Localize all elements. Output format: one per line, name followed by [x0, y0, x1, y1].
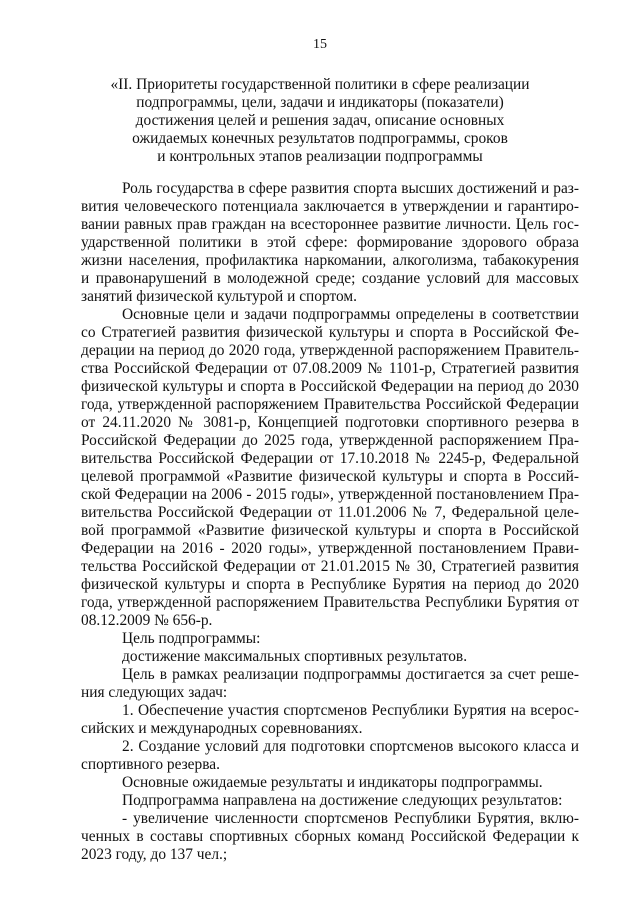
heading-line: ожидаемых конечных результатов подпрограммы, сроков [132, 130, 508, 147]
paragraph [81, 306, 579, 630]
text-line: 2023 году, до 137 чел.; [81, 846, 228, 863]
text-line: 1. Обеспечение участия спортсменов Республики Бурятия на всерос- [122, 702, 579, 719]
text-line: физической культуры и спорта в Республике Бурятия на период до 2020 [81, 576, 579, 593]
text-line: сийских и международных соревнованиях. [81, 720, 363, 737]
text-line: Федерации на 2016 - 2020 годы», утвержденной постановлением Прави- [81, 540, 579, 557]
text-line: целевой программой «Развитие физической культуры и спорта в Россий- [81, 468, 579, 485]
text-line: ченных в составы спортивных сборных команд Российской Федерации к [81, 828, 579, 845]
text-line: - увеличение численности спортсменов Республики Бурятия, вклю- [122, 810, 579, 827]
page-number: 15 [313, 37, 327, 52]
paragraph [81, 648, 579, 666]
text-line: занятий физической культурой и спортом. [81, 288, 357, 305]
text-line: физической культуры и спорта в Российской Федерации на период до 2030 [81, 378, 579, 395]
text-line: года, утвержденной распоряжением Правительства Российской Федерации [81, 396, 579, 413]
text-line: вой программой «Развитие физической культуры и спорта в Российской [81, 522, 579, 539]
text-line: ударственной политики в этой сфере: формирование здорового образа [81, 234, 579, 251]
text-line: тельства Российской Федерации от 21.01.2015 № 30, Стратегией развития [81, 558, 579, 575]
text-line: вительства Российской Федерации от 17.10.2018 № 2245-р, Федеральной [81, 450, 579, 467]
text-line: жизни населения, профилактика наркомании, алкоголизма, табакокурения [81, 252, 579, 269]
heading-line: «II. Приоритеты государственной политики в сфере реализации [110, 76, 530, 93]
text-line: достижение максимальных спортивных результатов. [122, 648, 468, 665]
section-heading [60, 76, 580, 166]
paragraph [81, 666, 579, 702]
paragraph [81, 702, 579, 738]
text-line: и правонарушений в молодежной среде; создание условий для массовых [81, 270, 579, 287]
text-line: Основные цели и задачи подпрограммы определены в соответствии [122, 306, 579, 323]
paragraph [81, 180, 579, 306]
heading-line: подпрограммы, цели, задачи и индикаторы (показатели) [136, 94, 504, 111]
text-line: 08.12.2009 № 656-р. [81, 612, 213, 629]
text-line: дерации на период до 2020 года, утвержденной распоряжением Правитель- [81, 342, 579, 359]
heading-line: и контрольных этапов реализации подпрограммы [157, 148, 483, 165]
text-line: Российской Федерации до 2025 года, утвержденной распоряжением Пра- [81, 432, 579, 449]
document-body [81, 180, 579, 864]
paragraph [81, 792, 579, 810]
text-line: года, утвержденной распоряжением Правительства Республики Бурятия от [81, 594, 579, 611]
paragraph [81, 774, 579, 792]
paragraph [81, 738, 579, 774]
text-line: ской Федерации на 2006 - 2015 годы», утвержденной постановлением Пра- [81, 486, 579, 503]
text-line: Цель в рамках реализации подпрограммы достигается за счет реше- [122, 666, 579, 683]
paragraph [81, 810, 579, 864]
text-line: вании равных прав граждан на всестороннее развитие личности. Цель гос- [81, 216, 579, 233]
text-line: ния следующих задач: [81, 684, 228, 701]
heading-line: достижения целей и решения задач, описание основных [135, 112, 505, 129]
text-line: вительства Российской Федерации от 11.01.2006 № 7, Федеральной целе- [81, 504, 579, 521]
text-line: от 24.11.2020 № 3081-р, Концепцией подготовки спортивного резерва в [81, 414, 579, 431]
text-line: ства Российской Федерации от 07.08.2009 № 1101-р, Стратегией развития [81, 360, 579, 377]
text-line: со Стратегией развития физической культуры и спорта в Российской Фе- [81, 324, 579, 341]
text-line: Роль государства в сфере развития спорта высших достижений и раз- [122, 180, 579, 197]
text-line: Основные ожидаемые результаты и индикаторы подпрограммы. [122, 774, 543, 791]
paragraph [81, 630, 579, 648]
text-line: Цель подпрограммы: [122, 630, 261, 647]
text-line: вития человеческого потенциала заключается в утверждении и гарантиро- [81, 198, 579, 215]
text-line: спортивного резерва. [81, 756, 220, 773]
text-line: 2. Создание условий для подготовки спортсменов высокого класса и [122, 738, 579, 755]
text-line: Подпрограмма направлена на достижение следующих результатов: [122, 792, 563, 809]
